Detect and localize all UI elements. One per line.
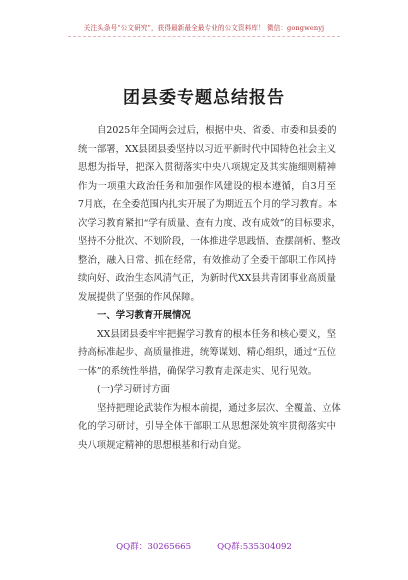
- paragraph-line: 思想为指导，把深入贯彻落实中央八项规定及其实施细则精神: [78, 162, 336, 173]
- paragraph-line: 持高标准起步、高质量推进，统筹谋划、精心组织，通过“五位: [78, 347, 336, 358]
- header-divider: [68, 36, 340, 37]
- document-body: [78, 122, 341, 455]
- header-banner: 关注头条号“公文研究”，获得最新最全最专业的公文资料库！ 微信：gongwenyj: [83, 24, 325, 32]
- paragraph-line: XX县团县委牢牢把握学习教育的根本任务和核心要义，坚: [97, 328, 336, 340]
- paragraph-line: 央八项规定精神的思想根基和行动自觉。: [78, 439, 247, 451]
- paragraph-line: 作为一项重大政治任务和加强作风建设的根本遵循，自3月至: [78, 180, 336, 192]
- paragraph-line: 整治，融入日常、抓在经常，有效推动了全委干部职工作风持: [78, 254, 336, 266]
- paragraph-line: 续向好、政治生态风清气正，为新时代XX县共青团事业高质量: [78, 273, 336, 284]
- paragraph-line: 坚持不分批次、不划阶段，一体推进学思践悟、查摆剖析、整改: [78, 236, 341, 247]
- subsection-heading: (一)学习研讨方面: [97, 384, 170, 395]
- paragraph-line: 一体”的系统性举措，确保学习教育走深走实、见行见效。: [78, 365, 318, 377]
- paragraph-line: 发展提供了坚强的作风保障。: [78, 291, 200, 303]
- section-heading: 一、学习教育开展情况: [97, 310, 191, 321]
- footer-qq-group-1: QQ群：30265665: [116, 542, 192, 552]
- paragraph-line: 自2025年全国两会过后，根据中央、省委、市委和县委的: [97, 125, 337, 136]
- footer-contact: [0, 540, 408, 552]
- paragraph-line: 统一部署，XX县团县委坚持以习近平新时代中国特色社会主义: [78, 143, 336, 155]
- document-title: 团县委专题总结报告: [123, 88, 285, 108]
- paragraph-line: 7月底，在全委范围内扎实开展了为期近五个月的学习教育。本: [78, 199, 338, 210]
- paragraph-line: 化的学习研讨，引导全体干部职工从思想深处筑牢贯彻落实中: [78, 421, 336, 432]
- paragraph-line: 次学习教育紧扣“学有质量、查有力度、改有成效”的目标要求，: [78, 217, 341, 229]
- paragraph-line: 坚持把理论武装作为根本前提，通过多层次、全覆盖、立体: [97, 402, 341, 414]
- footer-qq-group-2: QQ群:535304092: [217, 542, 292, 552]
